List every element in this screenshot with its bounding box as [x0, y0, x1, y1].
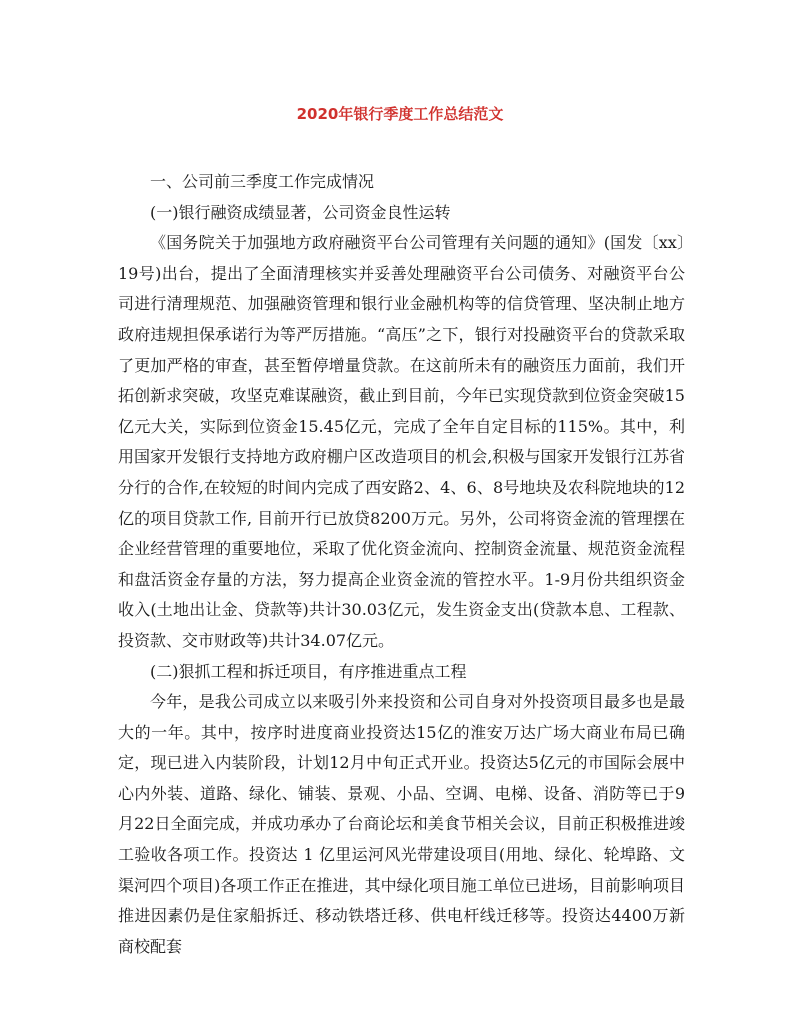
- subsection-heading-2: (二)狠抓工程和拆迁项目，有序推进重点工程: [150, 661, 467, 681]
- section-heading-1: 一、公司前三季度工作完成情况: [150, 172, 375, 191]
- paragraph-projects: 今年，是我公司成立以来吸引外来投资和公司自身对外投资项目最多也是最大的一年。其中，按序时进度商业投资达15亿的淮安万达广场大商业布局已确定，现已进入内装阶段，计划12月中旬正式开业。投资达5亿元的市国际会展中心内外装、道路、绿化、铺装、景观、小品、空调、电梯、设备、消防等已于9月22日全面完成，并成功承办了台商论坛和美食节相关会议，目前正积极推进竣工验收各项工作。投资达 1 亿里运河风光带建设项目(用地、绿化、轮埠路、文渠河四个项目)各项工作正在推进，其中绿化项目施工单位已进场，目前影响项目推进因素仍是住家船拆迁、移动铁塔迁移、供电杆线迁移等。投资达4400万新商校配套: [118, 692, 685, 956]
- paragraph-financing: 《国务院关于加强地方政府融资平台公司管理有关问题的通知》(国发〔xx〕19号)出台，提出了全面清理核实并妥善处理融资平台公司债务、对融资平台公司进行清理规范、加强融资管理和银行业金融机构等的信贷管理、坚决制止地方政府违规担保承诺行为等严厉措施。“高压”之下，银行对投融资平台的贷款采取了更加严格的审查，甚至暂停增量贷款。在这前所未有的融资压力面前，我们开拓创新求突破，攻坚克难谋融资，截止到目前，今年已实现贷款到位资金突破15亿元大关，实际到位资金15.45亿元，完成了全年自定目标的115%。其中，利用国家开发银行支持地方政府棚户区改造项目的机会,积极与国家开发银行江苏省分行的合作,在较短的时间内完成了西安路2、4、6、8号地块及农科院地块的12亿的项目贷款工作, 目前开行已放贷8200万元。另外，公司将资金流的管理摆在企业经营管理的重要地位，采取了优化资金流向、控制资金流量、规范资金流程和盘活资金存量的方法，努力提高企业资金流的管控水平。1-9月份共组织资金收入(土地出让金、贷款等)共计30.03亿元，发生资金支出(贷款本息、工程款、投资款、交市财政等)共计34.07亿元。: [118, 233, 685, 650]
- document-title: 2020年银行季度工作总结范文: [296, 105, 504, 123]
- subsection-heading-1: (一)银行融资成绩显著，公司资金良性运转: [150, 202, 451, 222]
- document-body: [118, 167, 685, 962]
